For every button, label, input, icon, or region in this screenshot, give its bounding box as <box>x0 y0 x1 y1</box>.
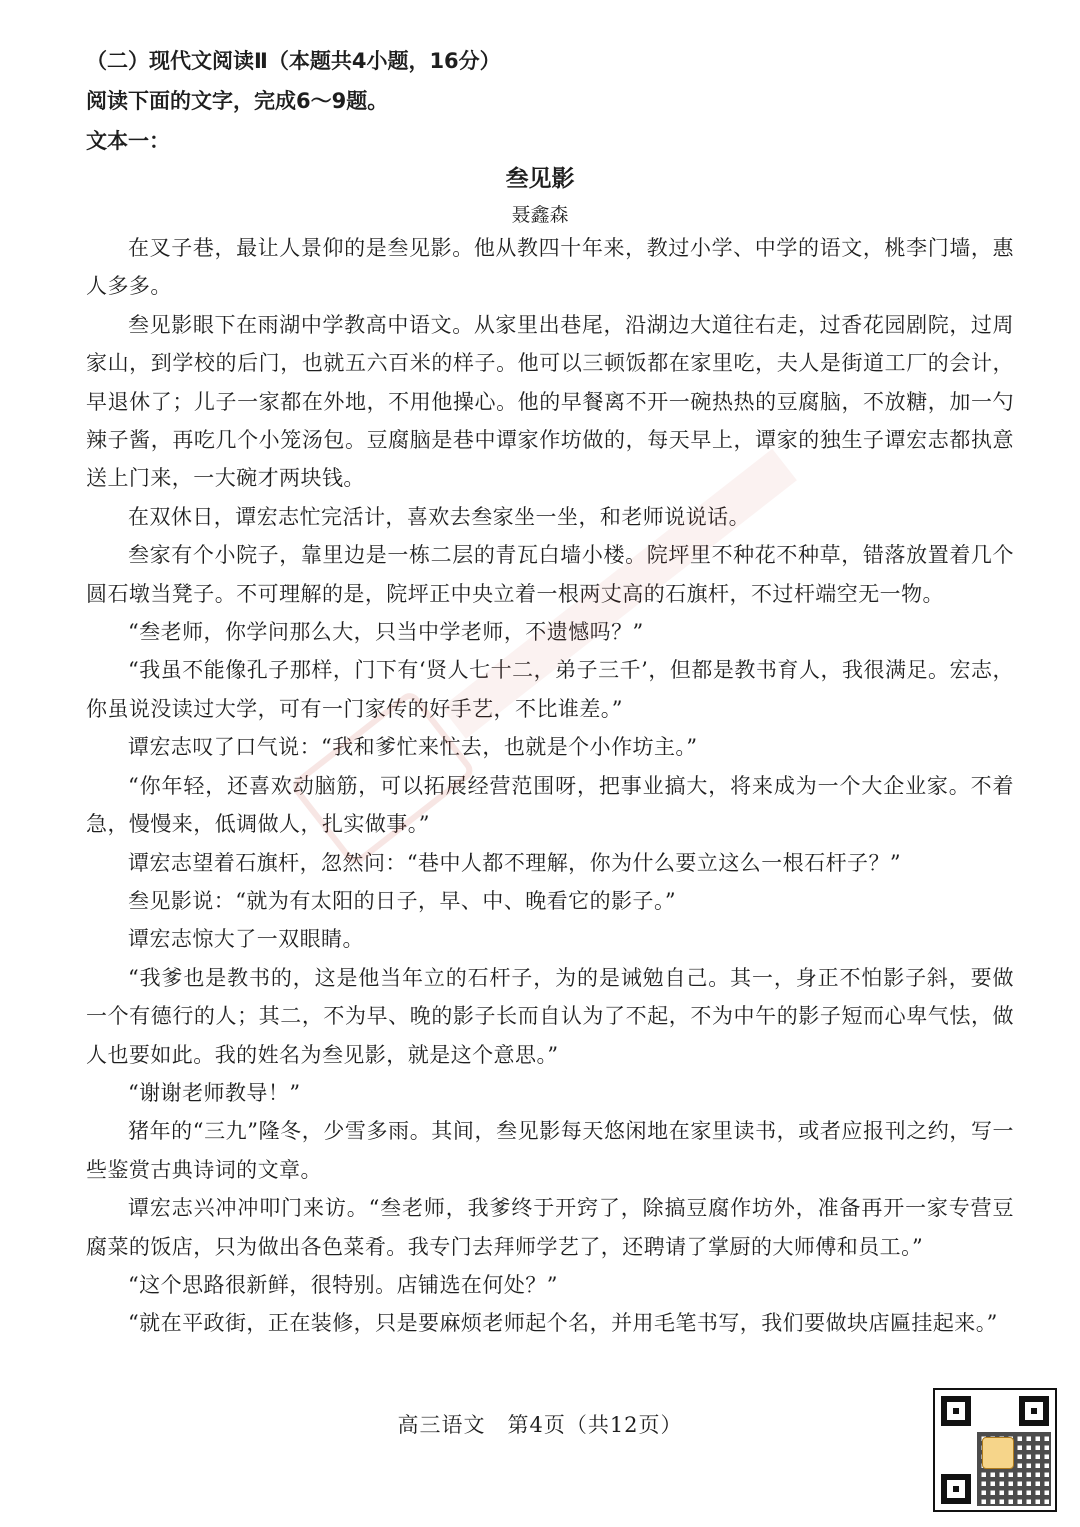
paragraph: “叁老师，你学问那么大，只当中学老师，不遗憾吗？” <box>128 620 644 645</box>
article-body <box>86 229 1014 1343</box>
article-title: 叁见影 <box>505 166 575 192</box>
qr-finder <box>941 1396 971 1426</box>
paragraph: 猪年的“三九”隆冬，少雪多雨。其间，叁见影每天悠闲地在家里读书，或者应报刊之约，写一些鉴赏古典诗词的文章。 <box>86 1119 1014 1182</box>
paragraph: 谭宏志兴冲冲叩门来访。“叁老师，我爹终于开窍了，除搞豆腐作坊外，准备再开一家专营豆腐菜的饭店，只为做出各色菜肴。我专门去拜师学艺了，还聘请了掌厨的大师傅和员工。” <box>86 1196 1014 1259</box>
qr-finder <box>1019 1396 1049 1426</box>
text-label: 文本一： <box>86 129 170 153</box>
paragraph: 谭宏志惊大了一双眼睛。 <box>128 927 364 952</box>
paragraph: “谢谢老师教导！” <box>128 1080 301 1105</box>
paragraph: 叁见影眼下在雨湖中学教高中语文。从家里出巷尾，沿湖边大道往右走，过香花园剧院，过周家山，到学校的后门，也就五六百米的样子。他可以三顿饭都在家里吃，夫人是街道工厂的会计，早退休了；儿子一家都在外地，不用他操心。他的早餐离不开一碗热热的豆腐脑，不放糖，加一勺辣子酱，再吃几个小笼汤包。豆腐脑是巷中谭家作坊做的，每天早上，谭家的独生子谭宏志都执意送上门来，一大碗才两块钱。 <box>86 312 1014 491</box>
instruction-text: 阅读下面的文字，完成6～9题。 <box>86 89 389 113</box>
paragraph: 谭宏志叹了口气说：“我和爹忙来忙去，也就是个小作坊主。” <box>128 735 698 760</box>
paragraph: 叁家有个小院子，靠里边是一栋二层的青瓦白墙小楼。院坪里不种花不种草，错落放置着几个圆石墩当凳子。不可理解的是，院坪正中央立着一根两丈高的石旗杆，不过杆端空无一物。 <box>86 543 1014 606</box>
paragraph: 谭宏志望着石旗杆，忽然问：“巷中人都不理解，你为什么要立这么一根石杆子？” <box>128 850 902 875</box>
paragraph: “就在平政街，正在装修，只是要麻烦老师起个名，并用毛笔书写，我们要做块店匾挂起来。” <box>128 1311 998 1336</box>
paragraph: “你年轻，还喜欢动脑筋，可以拓展经营范围呀，把事业搞大，将来成为一个大企业家。不着急，慢慢来，低调做人，扎实做事。” <box>86 773 1014 837</box>
qr-code-icon <box>933 1388 1057 1512</box>
paragraph: “我爹也是教书的，这是他当年立的石杆子，为的是诫勉自己。其一，身正不怕影子斜，要做一个有德行的人；其二，不为早、晚的影子长而自认为了不起，不为中午的影子短而心卑气怯，做人也要如此。我的姓名为叁见影，就是这个意思。” <box>86 965 1014 1067</box>
paragraph: “我虽不能像孔子那样，门下有‘贤人七十二，弟子三千’，但都是教书育人，我很满足。宏志，你虽说没读过大学，可有一门家传的好手艺，不比谁差。” <box>86 658 1014 721</box>
qr-finder <box>941 1474 971 1504</box>
paragraph: 在叉子巷，最让人景仰的是叁见影。他从教四十年来，教过小学、中学的语文，桃李门墙，惠人多多。 <box>86 236 1014 299</box>
paragraph: “这个思路很新鲜，很特别。店铺选在何处？” <box>128 1272 558 1297</box>
page-footer: 高三语文 第4页（共12页） <box>397 1413 683 1437</box>
paragraph: 在双休日，谭宏志忙完活计，喜欢去叁家坐一坐，和老师说说话。 <box>128 504 751 529</box>
paragraph: 叁见影说：“就为有太阳的日子，早、中、晚看它的影子。” <box>128 888 677 913</box>
section-heading: （二）现代文阅读Ⅱ（本题共4小题，16分） <box>86 49 501 73</box>
article-author: 聂鑫森 <box>511 204 569 226</box>
qr-logo-icon <box>982 1437 1014 1469</box>
